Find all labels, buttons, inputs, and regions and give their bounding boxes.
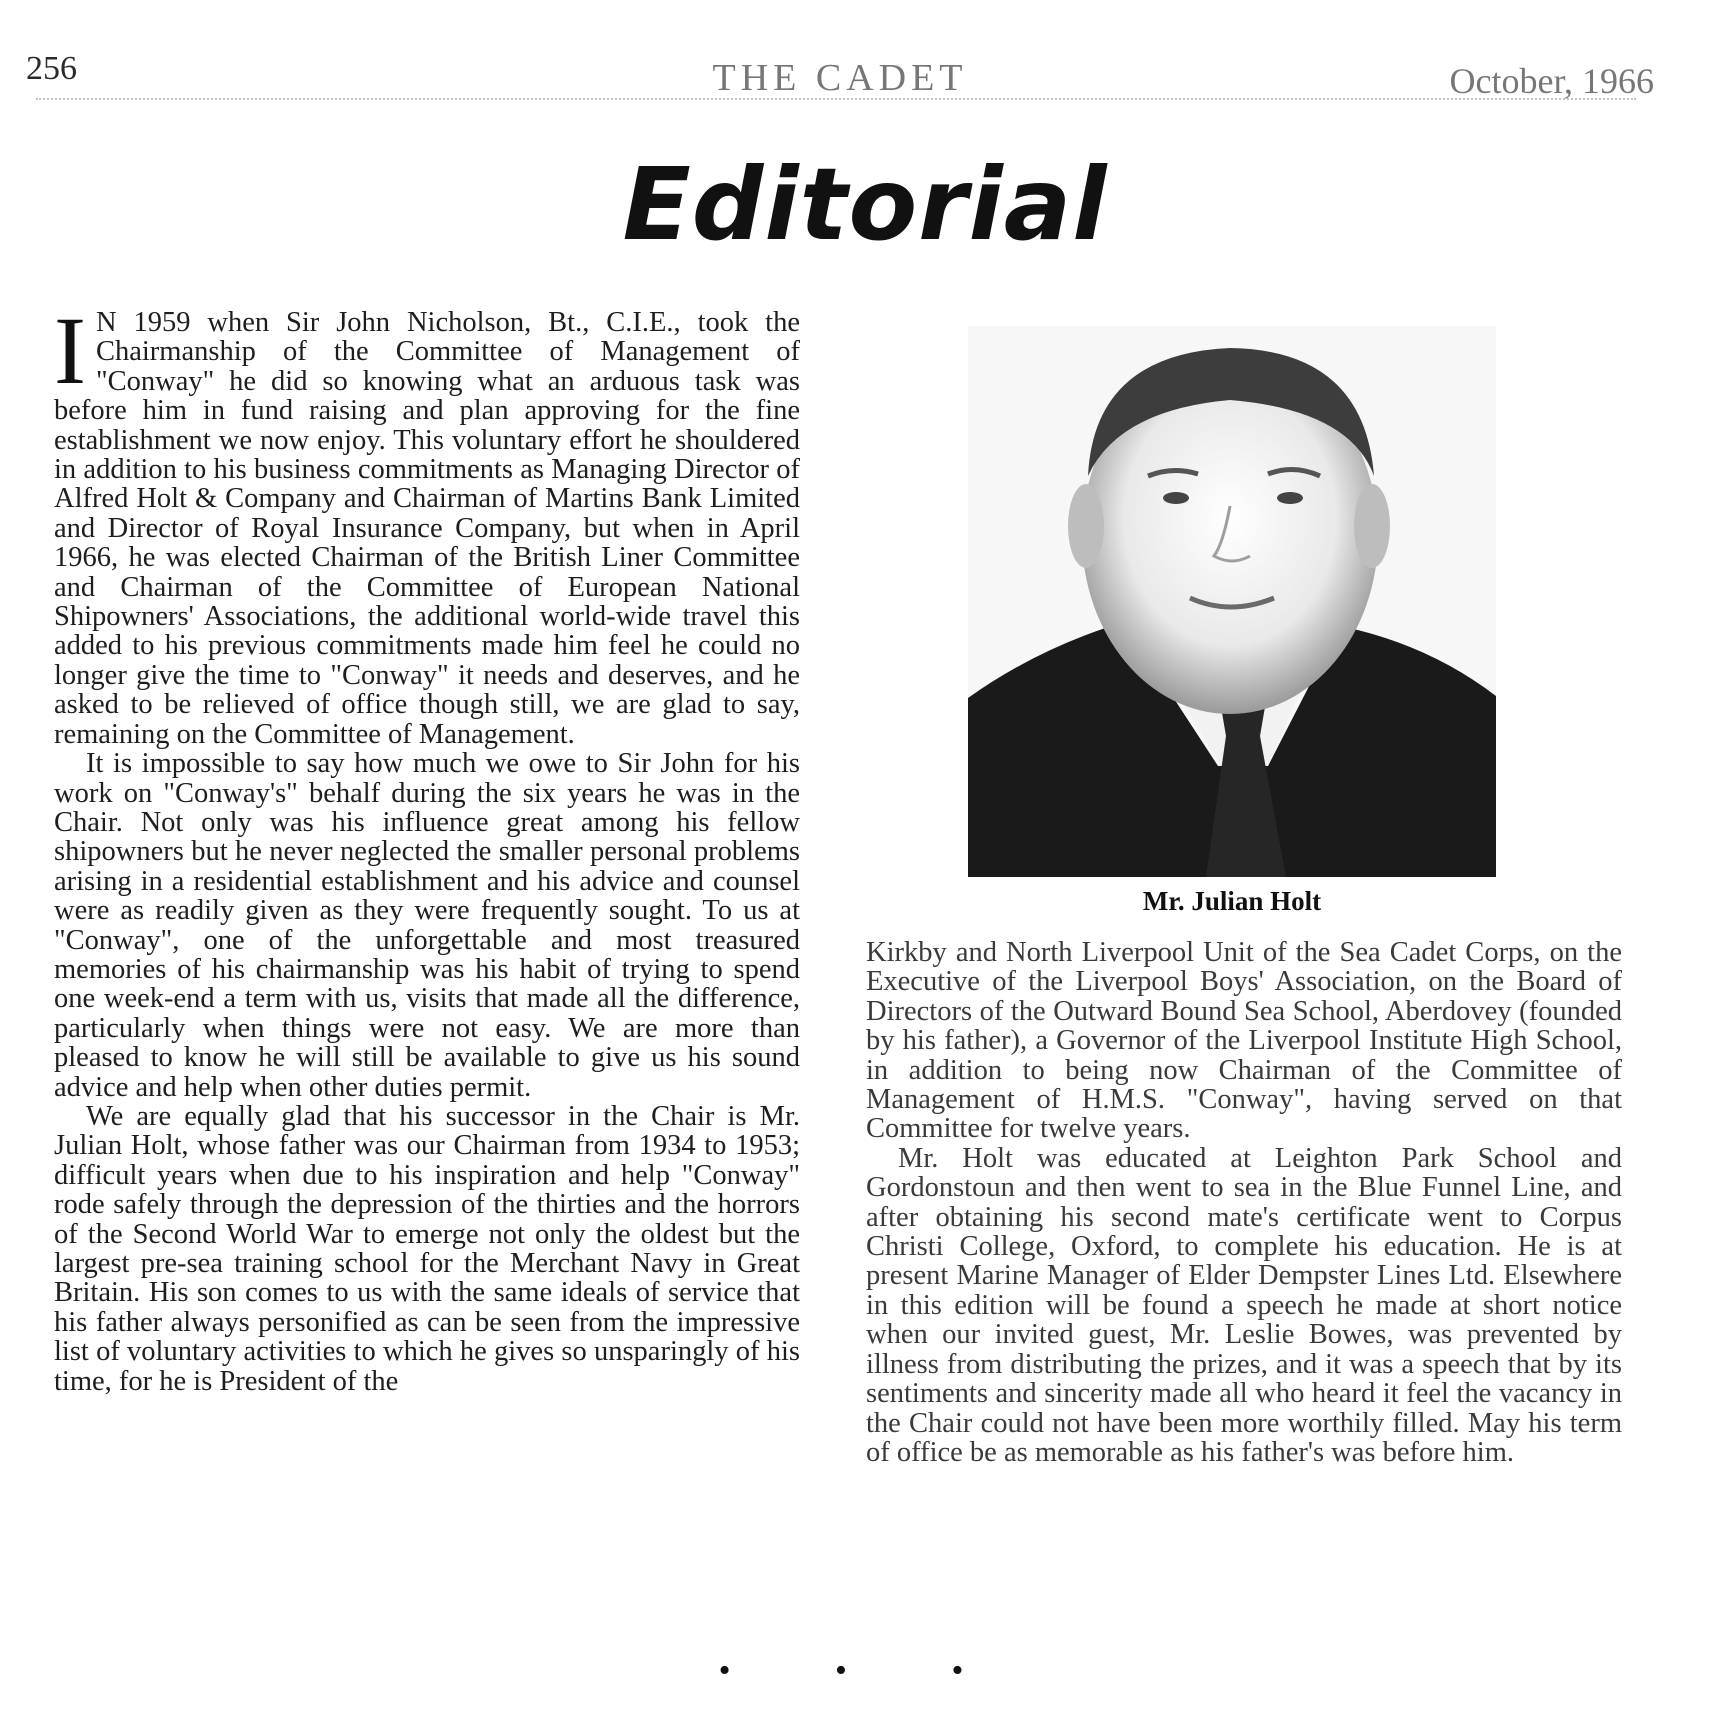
issue-date: October, 1966 [1449, 61, 1654, 101]
running-head [26, 50, 1654, 110]
photo-caption: Mr. Julian Holt [1142, 886, 1322, 916]
article-paragraph: It is impossible to say how much we owe to Sir John for his work on "Conway's" behalf during the six years he was in the Chair. Not only was his influence great among his fellow shipowners but he never neglected the smaller personal problems arising in a residential establishment and his advice and counsel were as readily given as they were frequently sought. To us at "Conway", one of the unforgettable and most treasured memories of his chairmanship was his habit of trying to spend one week-end a term with us, visits that made all the difference, particularly when things were not easy. We are more than pleased to know he will still be available to give us his sound advice and help when other duties permit. [54, 748, 800, 1103]
portrait-photo [968, 326, 1496, 877]
closing-ornament: • • • [718, 1652, 1012, 1689]
article-paragraph [54, 297, 800, 750]
article-paragraph: We are equally glad that his successor in the Chair is Mr. Julian Holt, whose father was our Chairman from 1934 to 1953; difficult years when due to his inspiration and help "Conway" rode safely through the depression of the thirties and the horrors of the Second World War to emerge not only the oldest but the largest pre-sea training school for the Merchant Navy in Great Britain. His son comes to us with the same ideals of service that his father always personified as can be seen from the impressive list of voluntary activities to which he gives so unsparingly of his time, for he is President of the [54, 1100, 800, 1397]
article-right-column [866, 938, 1622, 1467]
drop-cap: I [54, 297, 86, 404]
article-left-column [54, 297, 800, 1397]
paragraph-text: N 1959 when Sir John Nicholson, Bt., C.I.E., took the Chairmanship of the Committee of Management of "Conway" he did so knowing what an arduous task was before him in fund raising and plan approving for the fine establishment we now enjoy. This voluntary effort he shouldered in addition to his business commitments as Managing Director of Alfred Holt & Company and Chairman of Martins Bank Limited and Director of Royal Insurance Company, but when in April 1966, he was elected Chairman of the British Liner Committee and Chairman of the Committee of European National Shipowners' Associations, the additional world-wide travel this added to his previous commitments made him feel he could no longer give the time to "Conway" it needs and deserves, and he asked to be relieved of office though still, we are glad to say, remaining on the Committee of Management. [54, 307, 800, 750]
journal-title: THE CADET [712, 57, 968, 99]
article-paragraph: Mr. Holt was educated at Leighton Park School and Gordonstoun and then went to sea in the Blue Funnel Line, and after obtaining his second mate's certificate went to Corpus Christi College, Oxford, to complete his education. He is at present Marine Manager of Elder Dempster Lines Ltd. Elsewhere in this edition will be found a speech he made at short notice when our invited guest, Mr. Leslie Bowes, was prevented by illness from distributing the prizes, and it was a speech that by its sentiments and sincerity made all who heard it feel the vacancy in the Chair could not have been more worthily filled. May his term of office be as memorable as his father's was before him. [866, 1142, 1622, 1468]
portrait-image [968, 326, 1496, 877]
masthead [0, 146, 1730, 263]
page-number: 256 [26, 50, 77, 87]
header-divider [36, 98, 1636, 100]
masthead-title: Editorial [622, 146, 1108, 263]
article-paragraph: Kirkby and North Liverpool Unit of the Sea Cadet Corps, on the Executive of the Liverpool Boys' Association, on the Board of Directors of the Outward Bound Sea School, Aberdovey (founded by his father), a Governor of the Liverpool Institute High School, in addition to being now Chairman of the Committee of Management of H.M.S. "Conway", having served on that Committee for twelve years. [866, 937, 1622, 1145]
